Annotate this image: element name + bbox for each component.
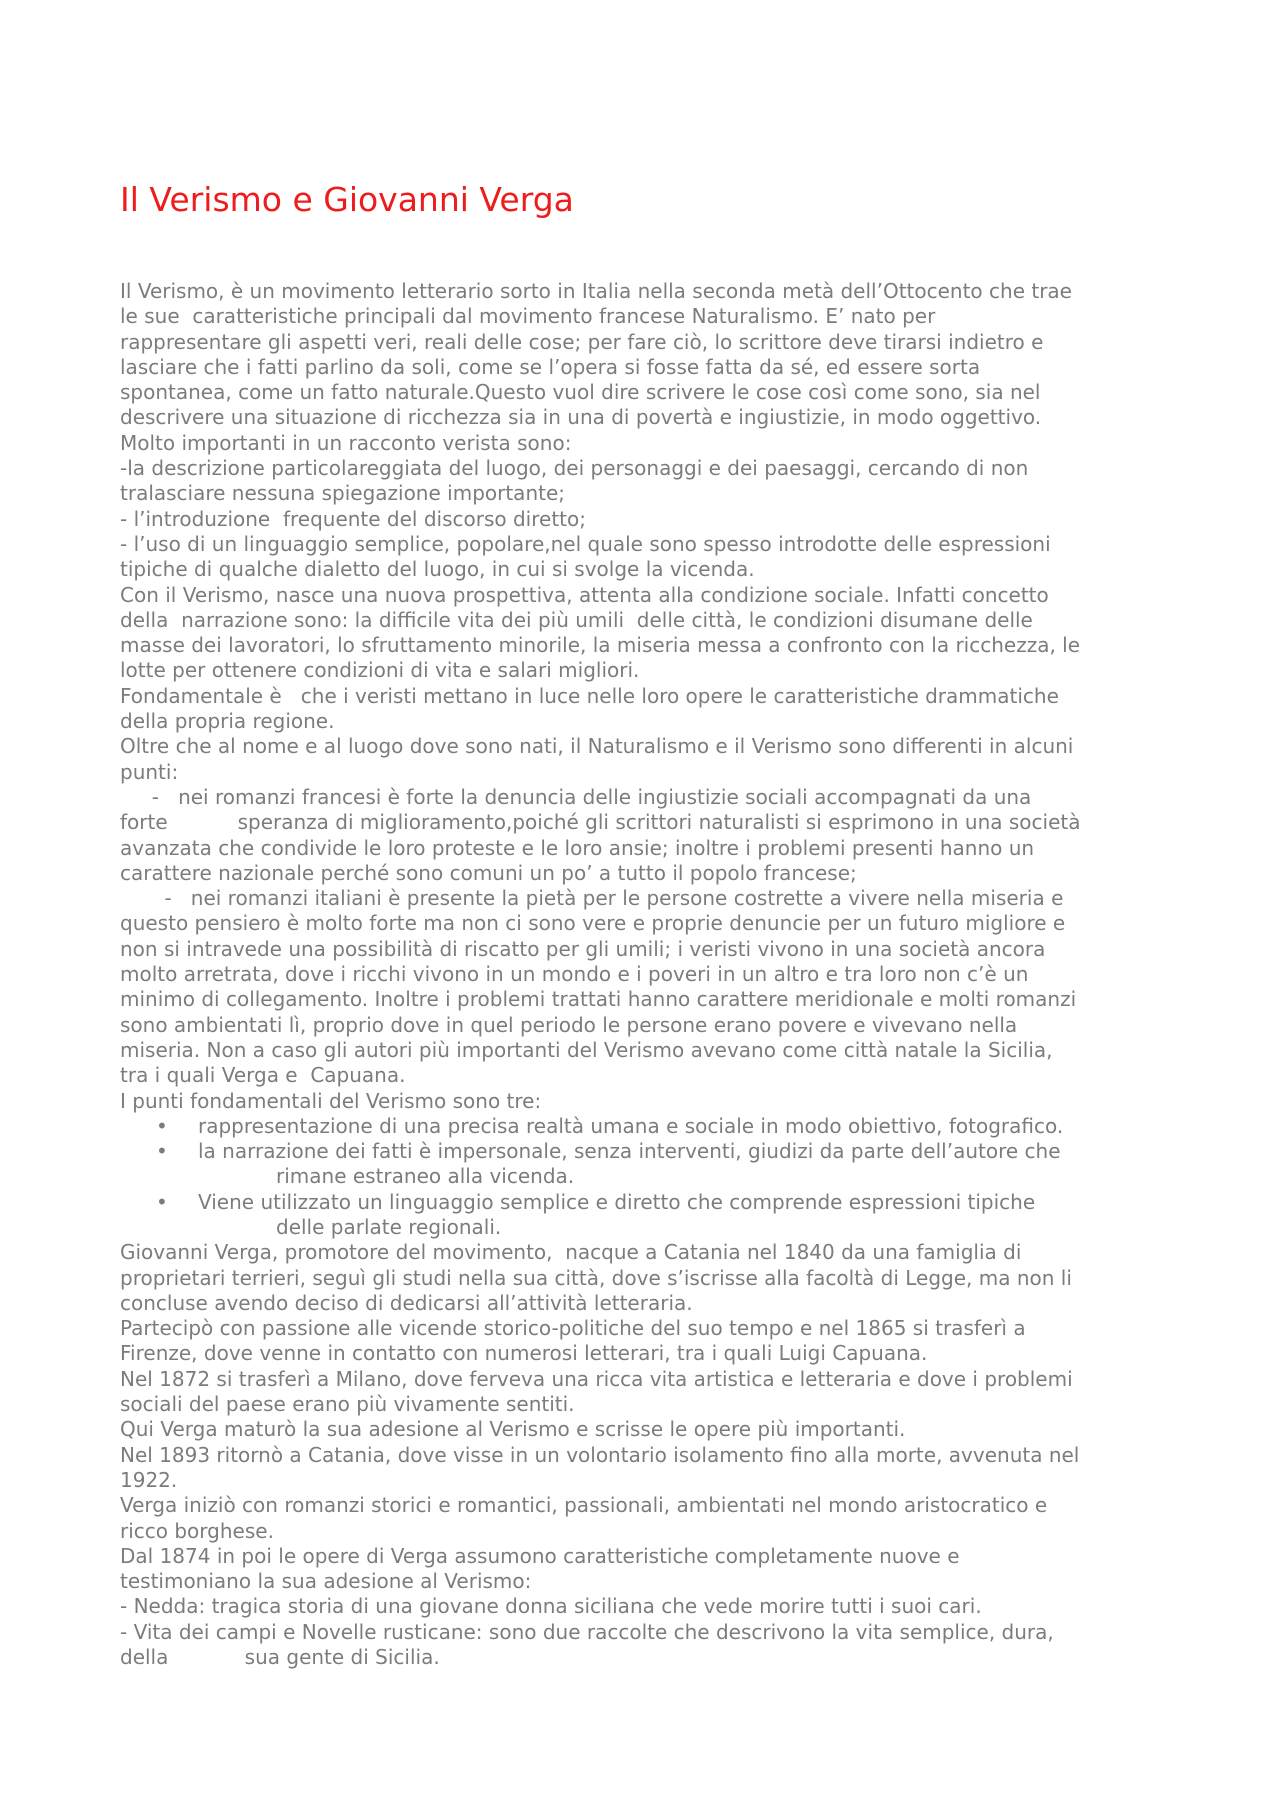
document-title: Il Verismo e Giovanni Verga <box>120 180 574 219</box>
text-line: Qui Verga maturò la sua adesione al Verismo e scrisse le opere più importanti. <box>120 1417 906 1442</box>
text-line: carattere nazionale perché sono comuni un po’ a tutto il popolo francese; <box>120 860 857 885</box>
text-line: miseria. Non a caso gli autori più importanti del Verismo avevano come città natale la Sicilia, <box>120 1037 1053 1062</box>
bullet-icon: • <box>156 1189 168 1214</box>
text-line: - Nedda: tragica storia di una giovane donna siciliana che vede morire tutti i suoi cari. <box>120 1594 982 1619</box>
text-line: sociali del paese erano più vivamente sentiti. <box>120 1392 575 1417</box>
text-line: masse dei lavoratori, lo sfruttamento minorile, la miseria messa a confronto con la ricchezza, le <box>120 633 1081 658</box>
text-line: I punti fondamentali del Verismo sono tre: <box>120 1088 542 1113</box>
text-line: - l’uso di un linguaggio semplice, popolare,nel quale sono spesso introdotte delle espressioni <box>120 531 1051 556</box>
text-line: Il Verismo, è un movimento letterario sorto in Italia nella seconda metà dell’Ottocento che trae <box>120 279 1072 303</box>
text-line: avanzata che condivide le loro proteste e le loro ansie; inoltre i problemi presenti hanno un <box>120 835 1035 860</box>
text-line: Verga iniziò con romanzi storici e romantici, passionali, ambientati nel mondo aristocratico e <box>120 1493 1048 1518</box>
text-line: tralasciare nessuna spiegazione importante; <box>120 481 565 506</box>
bullet-icon <box>120 1215 198 1240</box>
text-line: ricco borghese. <box>120 1518 274 1543</box>
text-line: della sua gente di Sicilia. <box>120 1645 440 1670</box>
text-line: sono ambientati lì, proprio dove in quel periodo le persone erano povere e vivevano nella <box>120 1012 1018 1037</box>
text-line: Molto importanti in un racconto verista sono: <box>120 430 572 455</box>
bullet-icon <box>120 1164 198 1189</box>
text-line: spontanea, come un fatto naturale.Questo vuol dire scrivere le cose così come sono, sia nel <box>120 380 1041 405</box>
text-line: lotte per ottenere condizioni di vita e salari migliori. <box>120 658 640 683</box>
text-line: tra i quali Verga e Capuana. <box>120 1063 406 1088</box>
bullet-icon: • <box>156 1139 168 1164</box>
text-line: descrivere una situazione di ricchezza sia in una di povertà e ingiustizie, in modo oggettivo. <box>120 405 1042 430</box>
text-line: - Vita dei campi e Novelle rusticane: sono due raccolte che descrivono la vita semplice, dura, <box>120 1619 1054 1644</box>
text-line: le sue caratteristiche principali dal movimento francese Naturalismo. E’ nato per <box>120 304 936 329</box>
bullet-item <box>120 1164 1180 1189</box>
text-line: Partecipò con passione alle vicende storico-politiche del suo tempo e nel 1865 si trasferì a <box>120 1316 1026 1341</box>
text-line: Nel 1872 si trasferì a Milano, dove ferveva una ricca vita artistica e letteraria e dove i problemi <box>120 1366 1073 1391</box>
text-line: Dal 1874 in poi le opere di Verga assumono caratteristiche completamente nuove e <box>120 1543 960 1568</box>
bullet-text: delle parlate regionali. <box>276 1214 502 1239</box>
text-line: Giovanni Verga, promotore del movimento, nacque a Catania nel 1840 da una famiglia di <box>120 1240 1022 1265</box>
text-line: Oltre che al nome e al luogo dove sono nati, il Naturalismo e il Verismo sono differenti in alcuni <box>120 734 1074 759</box>
text-line: punti: <box>120 759 179 784</box>
text-line: 1922. <box>120 1467 178 1492</box>
text-line: rappresentare gli aspetti veri, reali delle cose; per fare ciò, lo scrittore deve tirarsi indietro e <box>120 329 1044 354</box>
text-line: - nei romanzi italiani è presente la pietà per le persone costrette a vivere nella miseria e <box>120 886 1064 911</box>
text-line: della narrazione sono: la difficile vita dei più umili delle città, le condizioni disumane delle <box>120 607 1033 632</box>
bullet-item <box>120 1190 1180 1215</box>
text-line: testimoniano la sua adesione al Verismo: <box>120 1569 532 1594</box>
bullet-icon: • <box>156 1113 168 1138</box>
bullet-item <box>120 1139 1180 1164</box>
text-line: forte speranza di miglioramento,poiché gli scrittori naturalisti si esprimono in una società <box>120 810 1081 835</box>
bullet-text: la narrazione dei fatti è impersonale, senza interventi, giudizi da parte dell’autore che <box>198 1139 1061 1164</box>
document-body <box>120 279 1180 1670</box>
text-line: lasciare che i fatti parlino da soli, come se l’opera si fosse fatta da sé, ed essere sorta <box>120 354 981 379</box>
text-line: proprietari terrieri, seguì gli studi nella sua città, dove s’iscrisse alla facoltà di Legge, ma non li <box>120 1265 1072 1290</box>
text-line: -la descrizione particolareggiata del luogo, dei personaggi e dei paesaggi, cercando di non <box>120 456 1029 481</box>
text-line: Fondamentale è che i veristi mettano in luce nelle loro opere le caratteristiche drammatiche <box>120 683 1059 708</box>
text-line: Nel 1893 ritornò a Catania, dove visse in un volontario isolamento fino alla morte, avvenuta nel <box>120 1442 1080 1467</box>
text-line: molto arretrata, dove i ricchi vivono in un mondo e i poveri in un altro e tra loro non c’è un <box>120 962 1029 987</box>
text-line: concluse avendo deciso di dedicarsi all’attività letteraria. <box>120 1290 693 1315</box>
text-line: - l’introduzione frequente del discorso diretto; <box>120 506 586 531</box>
text-line: Firenze, dove venne in contatto con numerosi letterari, tra i quali Luigi Capuana. <box>120 1341 928 1366</box>
text-line: questo pensiero è molto forte ma non ci sono vere e proprie denuncie per un futuro migliore e <box>120 911 1066 936</box>
text-line: minimo di collegamento. Inoltre i problemi trattati hanno carattere meridionale e molti romanzi <box>120 987 1077 1012</box>
bullet-item <box>120 1215 1180 1240</box>
text-line: tipiche di qualche dialetto del luogo, in cui si svolge la vicenda. <box>120 557 755 582</box>
text-line: non si intravede una possibilità di riscatto per gli umili; i veristi vivono in una società ancora <box>120 936 1046 961</box>
text-line: Con il Verismo, nasce una nuova prospettiva, attenta alla condizione sociale. Infatti concetto <box>120 582 1049 607</box>
bullet-item <box>120 1114 1180 1139</box>
bullet-text: rappresentazione di una precisa realtà umana e sociale in modo obiettivo, fotografico. <box>198 1113 1064 1138</box>
text-line: - nei romanzi francesi è forte la denuncia delle ingiustizie sociali accompagnati da una <box>120 784 1032 809</box>
text-line: della propria regione. <box>120 709 335 734</box>
bullet-text: Viene utilizzato un linguaggio semplice e diretto che comprende espressioni tipiche <box>198 1189 1036 1214</box>
bullet-text: rimane estraneo alla vicenda. <box>276 1164 575 1189</box>
